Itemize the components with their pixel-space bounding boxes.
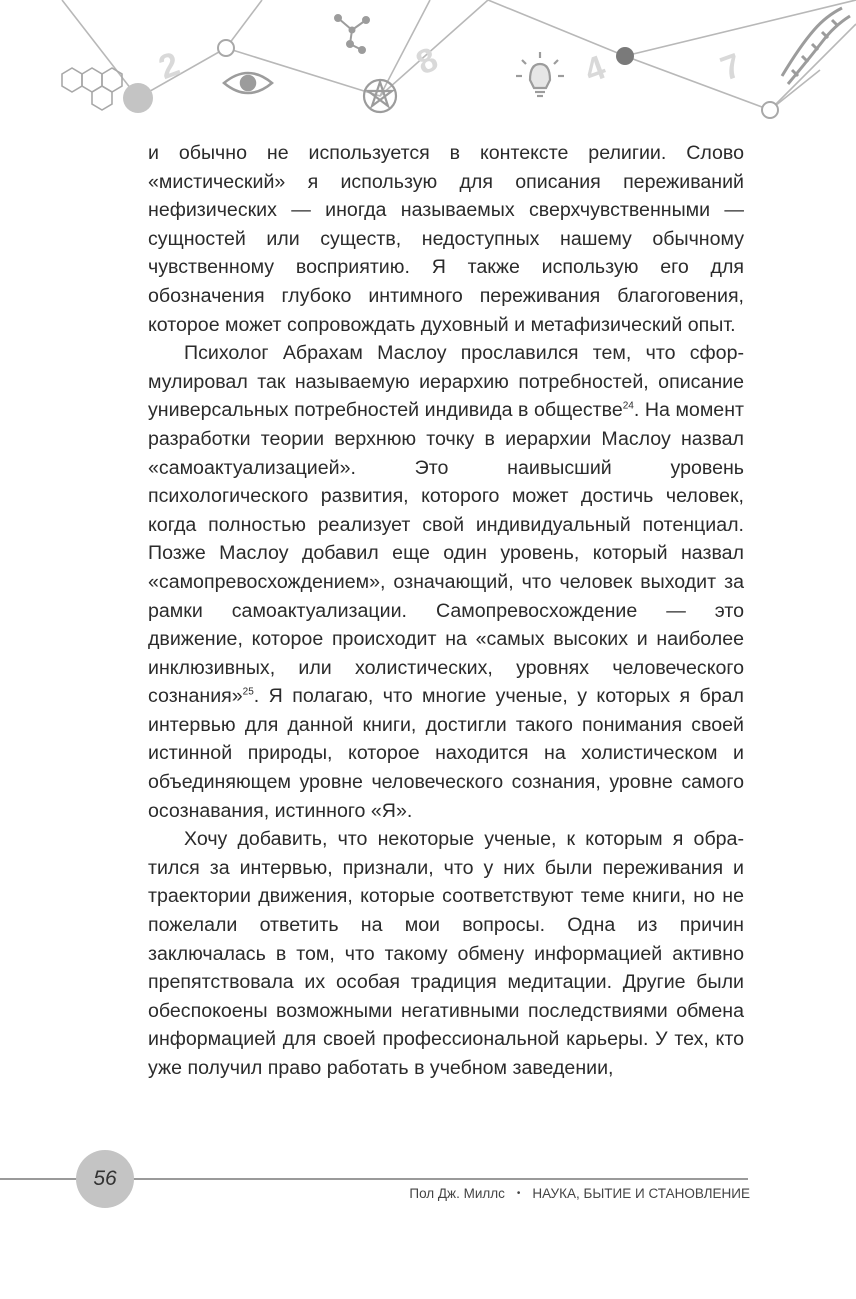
molecule-icon (335, 15, 369, 53)
lightbulb-icon (516, 52, 564, 96)
header-node (218, 40, 234, 56)
decor-digit: 2 (153, 44, 185, 88)
paragraph-2-part-1: Психолог Абрахам Маслоу прославился тем, что сформулировал так называемую иерархию потребностей, описание универсальных потребностей индивида в обществе (148, 342, 744, 422)
header-decoration (0, 0, 856, 130)
paragraph-2 (148, 339, 744, 825)
paragraph-1: и обычно не используется в контексте религии. Слово «мистический» я использую для описания переживаний нефизических — иногда называемых сверхчувственными — сущностей или существ, недоступных нашему обычному чувственному восприятию. Я также использую его для обозначения глубоко интимного переживания благоговения, которое может сопровождать духовный и метафизический опыт. (148, 142, 744, 336)
header-node (123, 83, 153, 113)
header-line-right (625, 0, 856, 56)
footer-author: Пол Дж. Миллс (409, 1186, 505, 1201)
decor-digit: 4 (579, 48, 611, 91)
header-node (762, 102, 778, 118)
footnote-ref-24[interactable]: 24 (622, 400, 634, 412)
header-line-far-right (770, 24, 856, 110)
footer-separator: • (516, 1188, 521, 1199)
eye-icon (224, 73, 272, 93)
footer-book-title: НАУКА, БЫТИЕ И СТАНОВЛЕНИЕ (532, 1186, 750, 1201)
page-number-label: 56 (93, 1167, 117, 1190)
body-text (148, 139, 744, 1083)
decor-digit: 8 (410, 40, 444, 83)
paragraph-2-part-2: . На момент разработки теории верхнюю точку в иерархии Маслоу назвал «самоактуализацией». Это наивысший уровень психологического развития, которого может достичь человек, когда полностью реализует свой индивидуальный потенциал. Позже Маслоу добавил еще один уровень, который назвал «самопревосхождением», означающий, что человек выходит за рамки самоактуализации. Самопревосхождение — это движение, которое происходит на «самых высоких и наиболее инклюзивных, или холистических, уровнях человеческого сознания» (148, 399, 744, 708)
header-node (616, 47, 634, 65)
footnote-ref-25[interactable]: 25 (242, 686, 254, 698)
page-number (76, 1150, 134, 1208)
decor-digit: 7 (715, 46, 747, 89)
paragraph-3: Хочу добавить, что некоторые ученые, к которым я обратился за интервью, признали, что у них были переживания и траектории движения, которые соответствуют теме книги, но не пожелали ответить на мои вопросы. Одна из причин заключалась в том, что такому обмену информацией активно препятствовала их особая традиция медитации. Другие были обеспокоены возможными негативными последствиями обмена информацией для своей профессиональной карьеры. У тех, кто уже получил право работать в учебном заведении, (148, 828, 744, 1079)
paragraph-2-part-3: . Я полагаю, что многие ученые, у которых я брал интервью для данной книги, достигли такого понимания своей истинной природы, которое находится на холистическом и объединяющем уровне человеческого сознания, уровне самого осознавания, истинного «Я». (148, 685, 744, 822)
running-footer (409, 1186, 750, 1201)
hexagon-icon (62, 68, 122, 110)
